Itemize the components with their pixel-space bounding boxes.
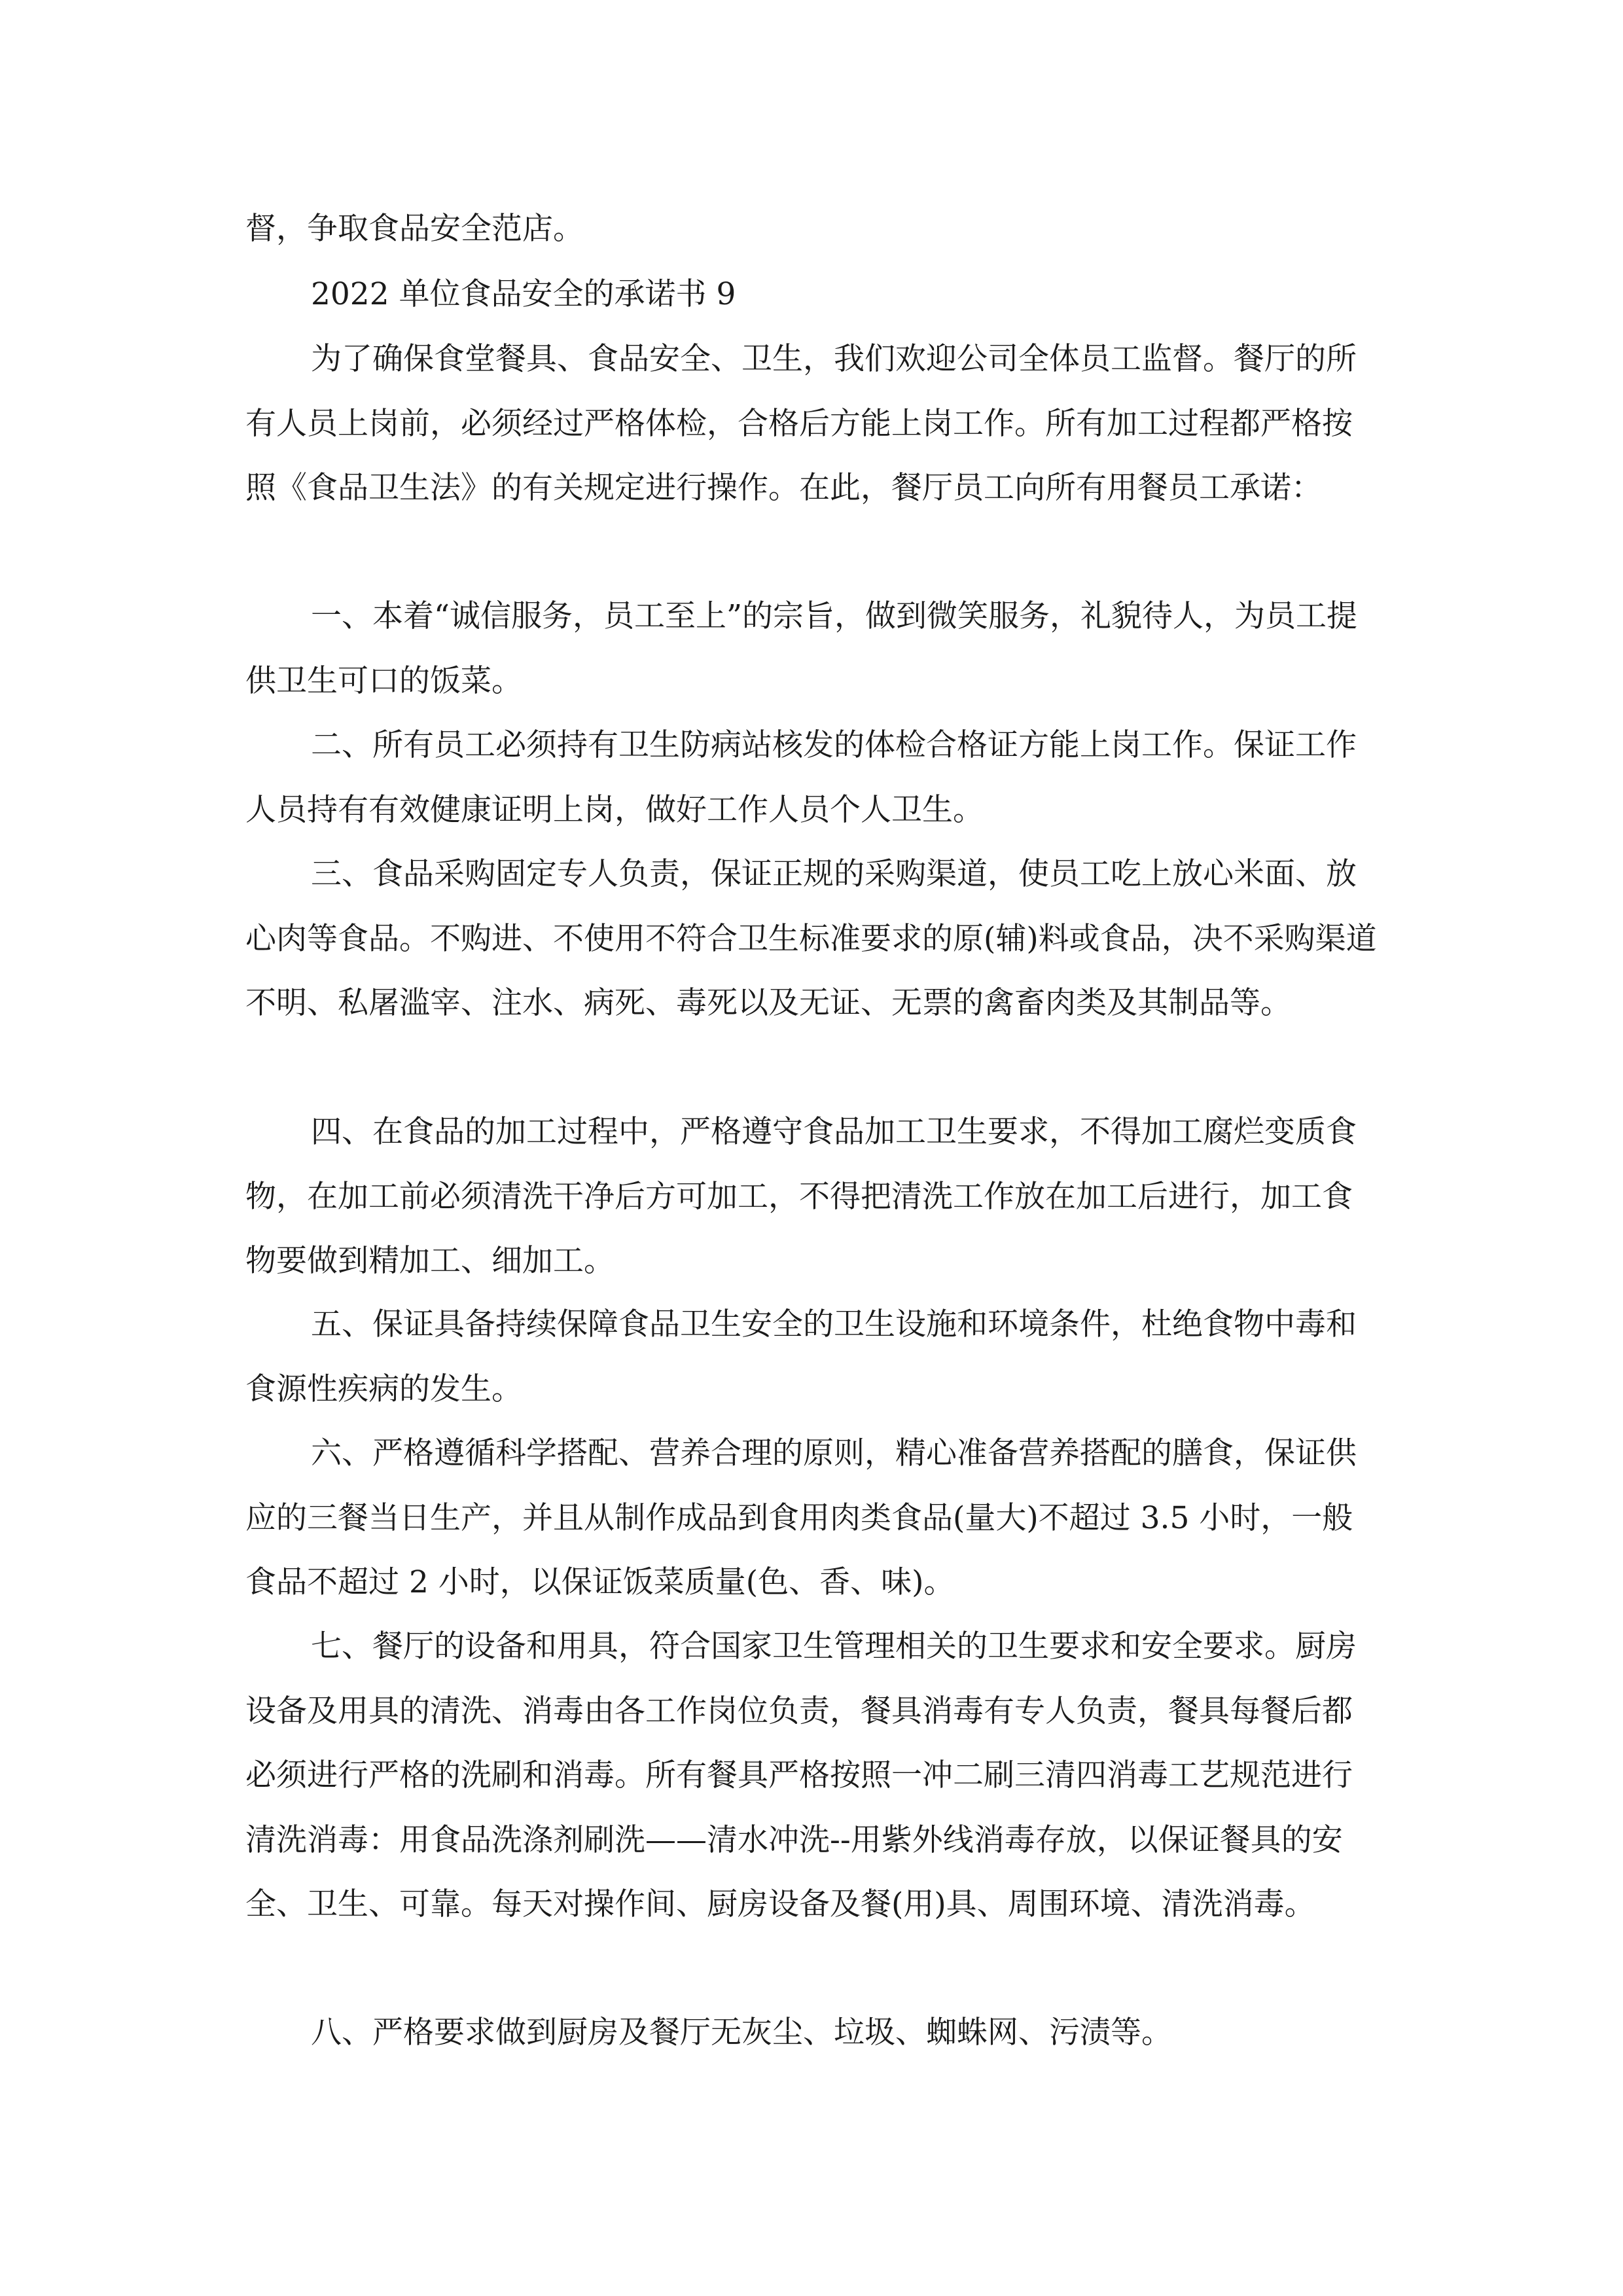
continuation-paragraph: 督，争取食品安全范店。 (245, 211, 584, 247)
intro-paragraph: 为了确保食堂餐具、食品安全、卫生，我们欢迎公司全体员工监督。餐厅的所有人员上岗前，必须经过严格体检，合格后方能上岗工作。所有加工过程都严格按照《食品卫生法》的有关规定进行操作。在此，餐厅员工向所有用餐员工承诺： (245, 341, 1357, 507)
document-heading: 2022 单位食品安全的承诺书 9 (311, 276, 736, 312)
commitment-item-2: 二、所有员工必须持有卫生防病站核发的体检合格证方能上岗工作。保证工作人员持有有效健康证明上岗，做好工作人员个人卫生。 (245, 727, 1357, 828)
commitment-item-5: 五、保证具备持续保障食品卫生安全的卫生设施和环境条件，杜绝食物中毒和食源性疾病的发生。 (245, 1306, 1357, 1407)
commitment-item-3: 三、食品采购固定专人负责，保证正规的采购渠道，使员工吃上放心米面、放心肉等食品。不购进、不使用不符合卫生标准要求的原(辅)料或食品，决不采购渠道不明、私屠滥宰、注水、病死、毒死以及无证、无票的禽畜肉类及其制品等。 (245, 856, 1377, 1022)
commitment-item-4: 四、在食品的加工过程中，严格遵守食品加工卫生要求，不得加工腐烂变质食物，在加工前必须清洗干净后方可加工，不得把清洗工作放在加工后进行，加工食物要做到精加工、细加工。 (245, 1114, 1357, 1280)
commitment-item-1: 一、本着“诚信服务，员工至上”的宗旨，做到微笑服务，礼貌待人，为员工提供卫生可口的饭菜。 (245, 598, 1358, 699)
commitment-item-6: 六、严格遵循科学搭配、营养合理的原则，精心准备营养搭配的膳食，保证供应的三餐当日生产，并且从制作成品到食用肉类食品(量大)不超过 3.5 小时，一般食品不超过 2 小时，以保证饭菜质量(色、香、味)。 (245, 1435, 1357, 1601)
commitment-item-8: 八、严格要求做到厨房及餐厅无灰尘、垃圾、蜘蛛网、污渍等。 (311, 2015, 1172, 2051)
commitment-item-7: 七、餐厅的设备和用具，符合国家卫生管理相关的卫生要求和安全要求。厨房设备及用具的清洗、消毒由各工作岗位负责，餐具消毒有专人负责，餐具每餐后都必须进行严格的洗刷和消毒。所有餐具严格按照一冲二刷三清四消毒工艺规范进行清洗消毒：用食品洗涤剂刷洗——清水冲洗--用紫外线消毒存放，以保证餐具的安全、卫生、可靠。每天对操作间、厨房设备及餐(用)具、周围环境、清洗消毒。 (245, 1628, 1357, 1923)
